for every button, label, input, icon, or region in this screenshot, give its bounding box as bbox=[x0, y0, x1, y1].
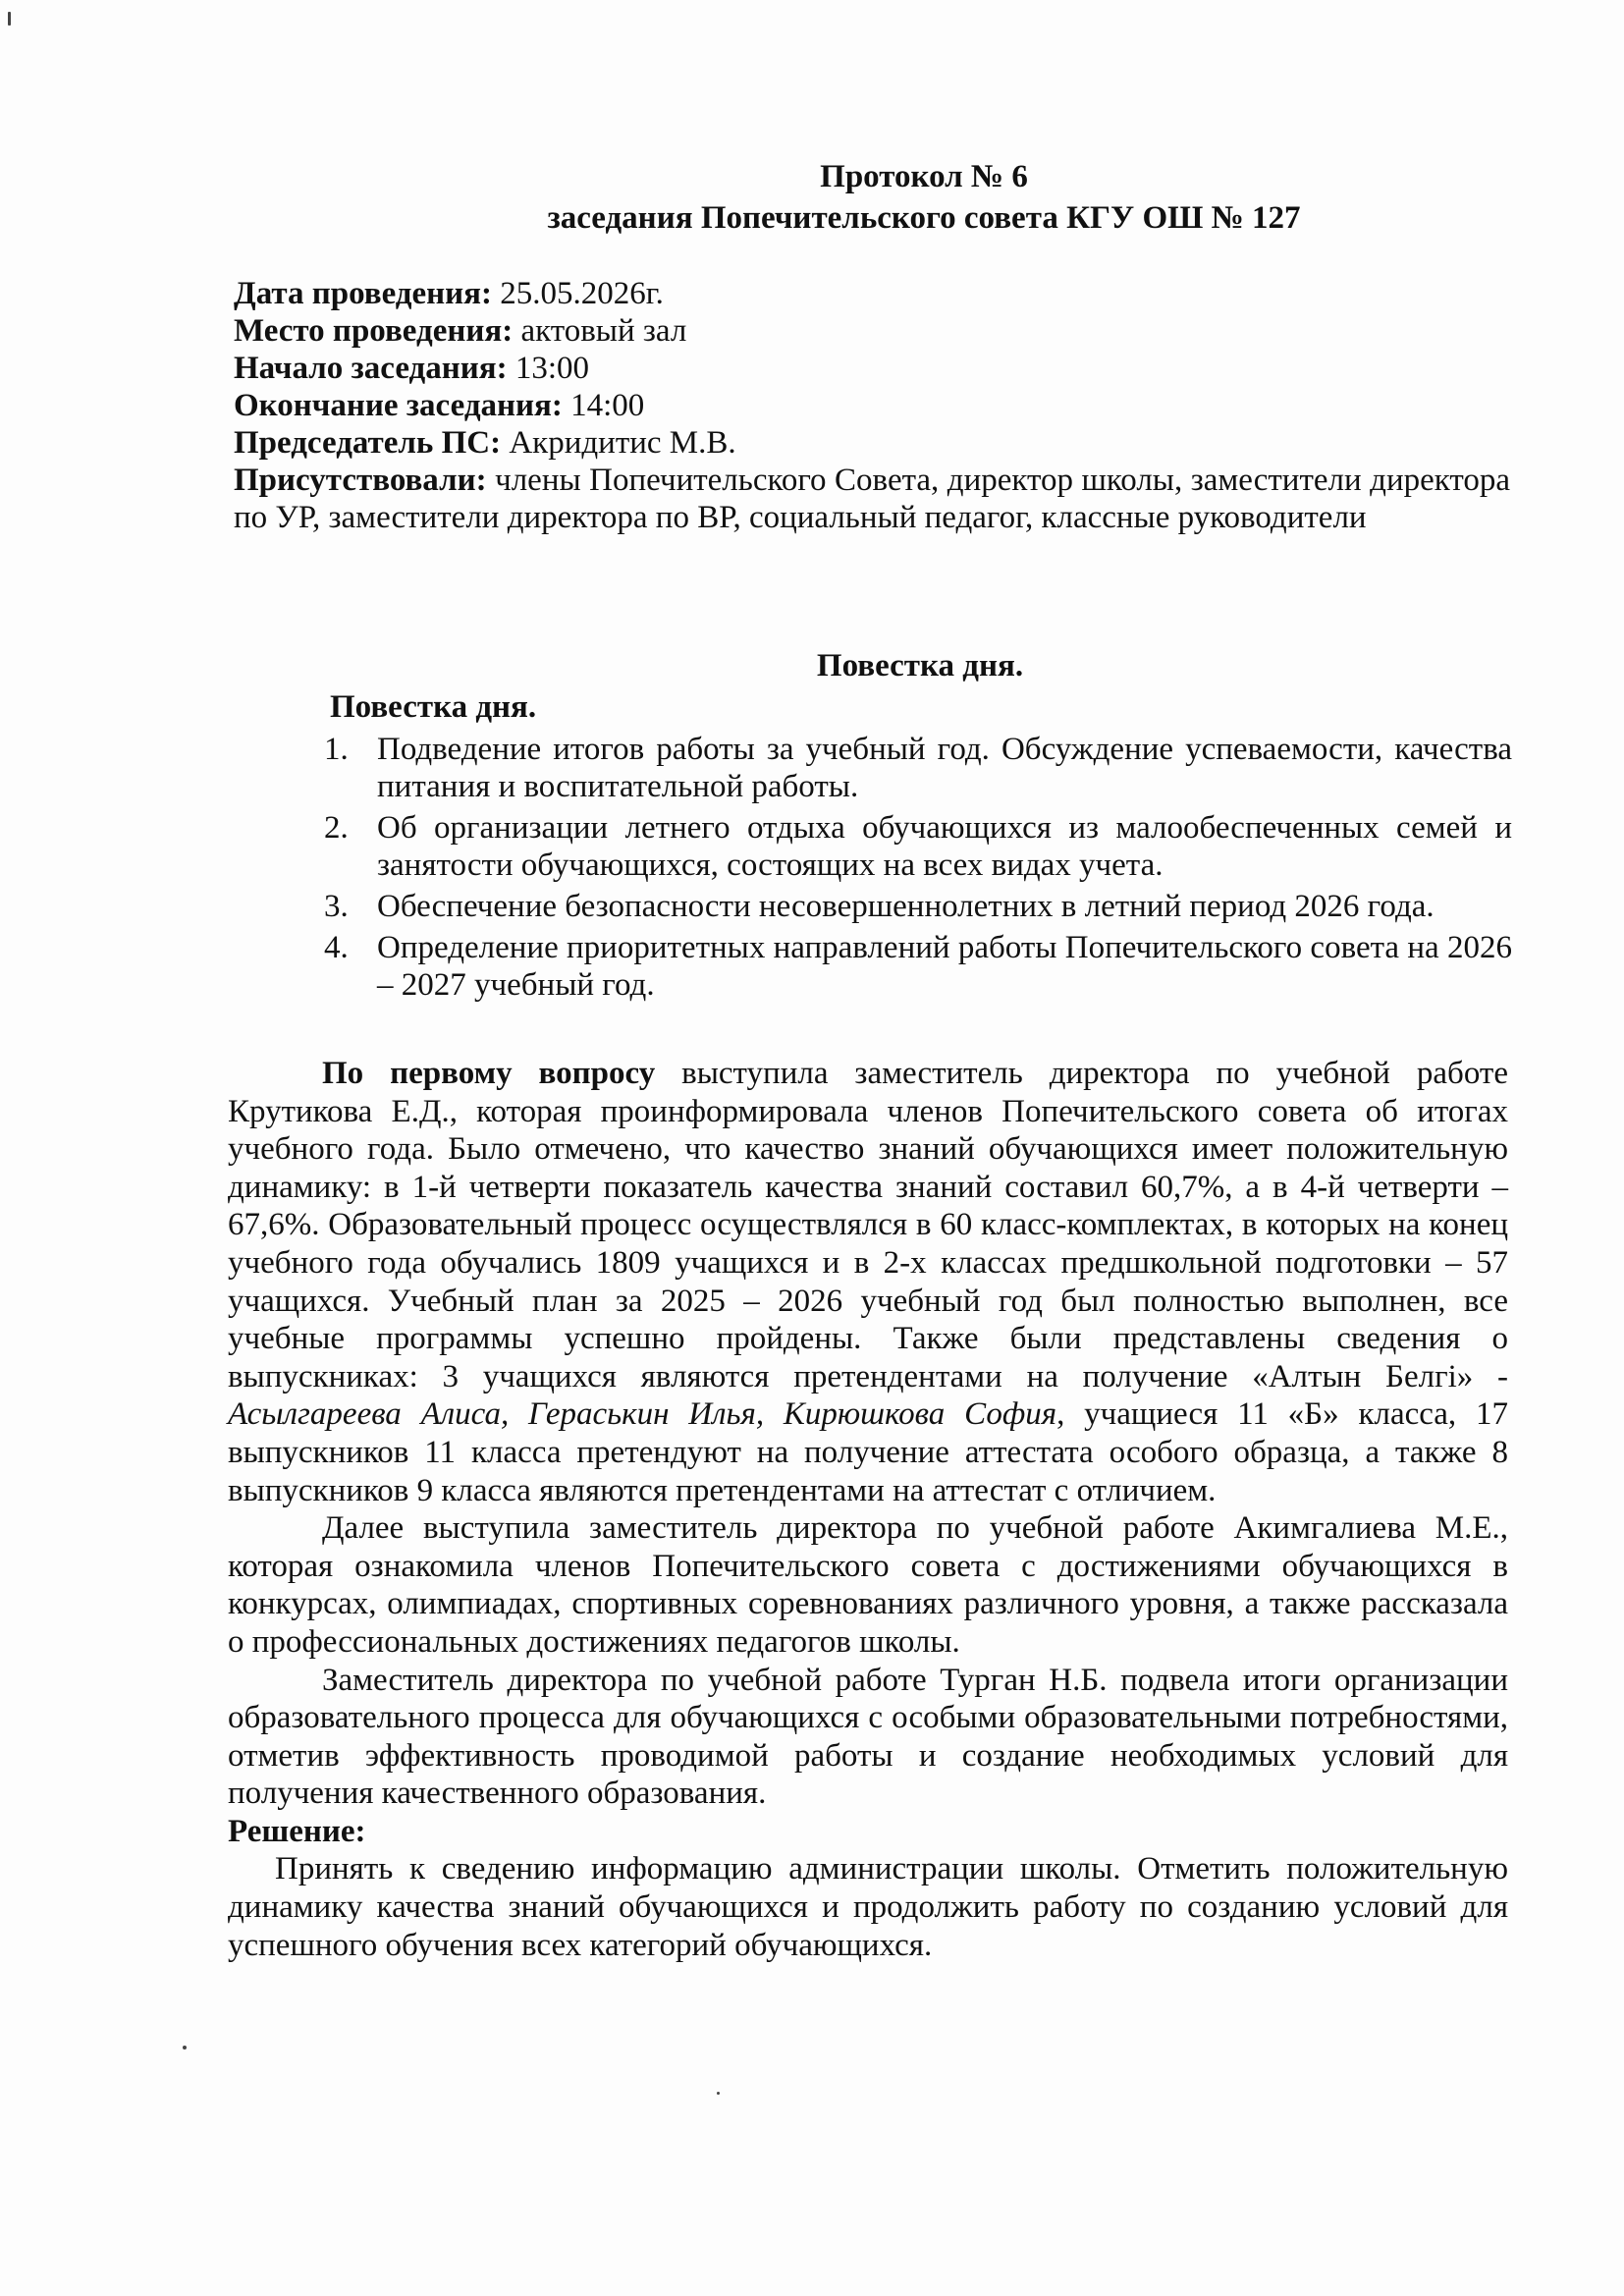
end-label: Окончание заседания: bbox=[234, 388, 563, 423]
start-value: 13:00 bbox=[507, 351, 590, 386]
chair-label: Председатель ПС: bbox=[234, 425, 502, 461]
scan-speck bbox=[717, 2092, 720, 2095]
agenda-item-text: Подведение итогов работы за учебный год. Обсуждение успеваемости, качества питания и воспитательной работы. bbox=[377, 732, 1512, 804]
minutes-body bbox=[228, 1055, 1508, 1964]
attendees-label: Присутствовали: bbox=[234, 463, 487, 498]
attendees-value: члены Попечительского Совета, директор школы, заместители директора по УР, заместители директора по ВР, социальный педагог, классные руководители bbox=[234, 463, 1510, 535]
date-value: 25.05.2026г. bbox=[492, 276, 664, 311]
protocol-subtitle: заседания Попечительского совета КГУ ОШ № 127 bbox=[547, 200, 1301, 236]
place-value: актовый зал bbox=[513, 313, 687, 349]
third-speaker-paragraph: Заместитель директора по учебной работе Турган Н.Б. подвела итоги организации образовательного процесса для обучающихся с особыми образовательными потребностями, отметив эффективность проводимой работы и создание необходимых условий для получения качественного образования. bbox=[228, 1662, 1508, 1812]
protocol-title: Протокол № 6 bbox=[820, 159, 1028, 194]
end-value: 14:00 bbox=[562, 388, 645, 423]
agenda-heading-center: Повестка дня. bbox=[816, 648, 1024, 683]
start-row bbox=[234, 350, 1510, 387]
agenda-item-number: 1. bbox=[324, 732, 349, 767]
date-label: Дата проведения: bbox=[234, 276, 493, 311]
agenda-item bbox=[324, 731, 1512, 805]
date-row bbox=[234, 275, 1510, 312]
agenda-item bbox=[324, 809, 1512, 884]
start-label: Начало заседания: bbox=[234, 351, 508, 386]
graduates-names: Асылгареева Алиса, Гераськин Илья, Кирюшкова София bbox=[228, 1396, 1057, 1433]
place-label: Место проведения: bbox=[234, 313, 514, 349]
agenda-list bbox=[324, 731, 1512, 1008]
chair-row bbox=[234, 424, 1510, 462]
scan-speck bbox=[183, 2046, 187, 2050]
second-speaker-paragraph: Далее выступила заместитель директора по учебной работе Акимгалиева М.Е., которая ознакомила членов Попечительского совета с достижениями обучающихся в конкурсах, олимпиадах, спортивных соревнованиях различного уровня, а также рассказала о профессиональных достижениях педагогов школы. bbox=[228, 1510, 1508, 1660]
end-row bbox=[234, 387, 1510, 424]
decision-text: Принять к сведению информацию администрации школы. Отметить положительную динамику качества знаний обучающихся и продолжить работу по созданию условий для успешного обучения всех категорий обучающихся. bbox=[228, 1851, 1508, 1963]
agenda-item-text: Об организации летнего отдыха обучающихся из малообеспеченных семей и занятости обучающихся, состоящих на всех видах учета. bbox=[377, 810, 1512, 883]
first-question-text-a: выступила заместитель директора по учебной работе Крутикова Е.Д., которая проинформировала членов Попечительского совета об итогах учебного года. Было отмечено, что качество знаний обучающихся имеет положительную динамику: в 1-й четверти показатель качества знаний составил 60,7%, а в 4-й четверти – 67,6%. Образовательный процесс осуществлялся в 60 класс-комплектах, в которых на конец учебного года обучались 1809 учащихся и в 2-х классах предшкольной подготовки – 57 учащихся. Учебный план за 2025 – 2026 учебный год был полностью выполнен, все учебные программы успешно пройдены. Также были представлены сведения о выпускниках: 3 учащихся являются претендентами на получение «Алтын Белгі» - bbox=[228, 1056, 1508, 1394]
agenda-item-text: Определение приоритетных направлений работы Попечительского совета на 2026 – 2027 учебный год. bbox=[377, 930, 1512, 1003]
place-row bbox=[234, 312, 1510, 350]
first-question-text-b: , учащиеся 11 «Б» класса, 17 выпускников 11 класса претендуют на получение аттестата особого образца, а также 8 выпускников 9 класса являются претендентами на аттестат с отличием. bbox=[228, 1396, 1508, 1508]
chair-value: Акридитис М.В. bbox=[501, 425, 736, 461]
agenda-item bbox=[324, 929, 1512, 1004]
agenda-item-text: Обеспечение безопасности несовершеннолетних в летний период 2026 года. bbox=[377, 889, 1435, 924]
attendees-row bbox=[234, 462, 1510, 536]
scan-mark bbox=[8, 12, 11, 26]
decision-heading: Решение: bbox=[228, 1813, 366, 1849]
agenda-heading-left: Повестка дня. bbox=[330, 689, 537, 725]
first-question-lead: По первому вопросу bbox=[322, 1056, 656, 1091]
first-question-paragraph bbox=[228, 1055, 1508, 1509]
meeting-details bbox=[234, 275, 1510, 536]
agenda-item-number: 2. bbox=[324, 810, 349, 846]
agenda-item-number: 4. bbox=[324, 930, 349, 965]
agenda-item bbox=[324, 888, 1512, 925]
agenda-item-number: 3. bbox=[324, 889, 349, 924]
